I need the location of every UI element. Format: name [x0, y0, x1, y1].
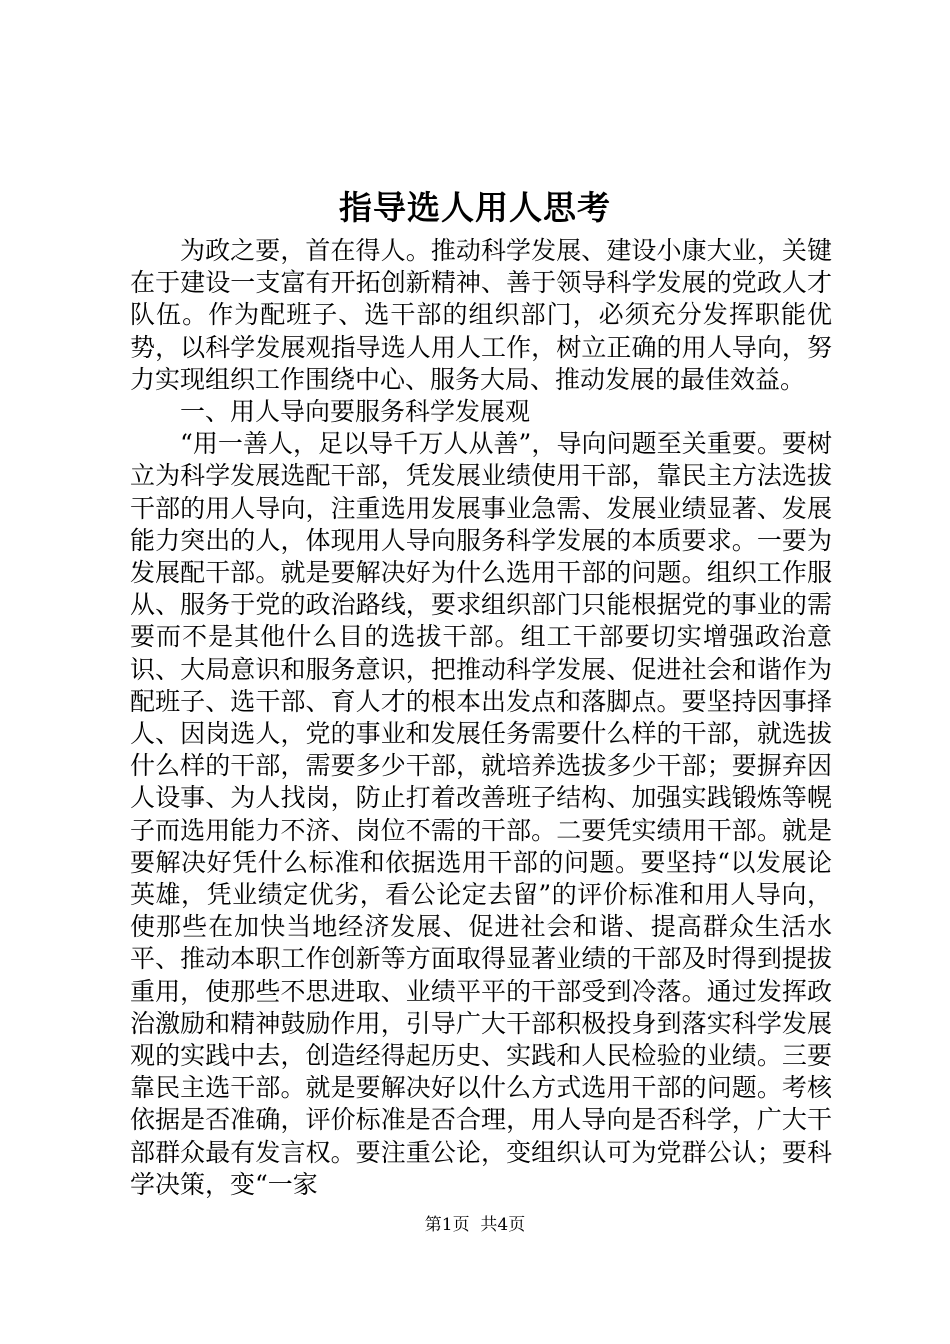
page-footer	[0, 1213, 950, 1237]
page-total: 共4页	[480, 1215, 526, 1235]
section-heading-1: 一、用人导向要服务科学发展观	[180, 397, 531, 427]
page-number: 第1页	[424, 1215, 470, 1235]
paragraph-intro: 为政之要，首在得人。推动科学发展、建设小康大业，关键在于建设一支富有开拓创新精神、善于领导科学发展的党政人才队伍。作为配班子、选干部的组织部门，必须充分发挥职能优势，以科学发展观指导选人用人工作，树立正确的用人导向，努力实现组织工作围绕中心、服务大局、推动发展的最佳效益。	[130, 236, 832, 394]
document-title: 指导选人用人思考	[339, 188, 611, 227]
document-body	[130, 235, 832, 1201]
paragraph-section-1: “用一善人，足以导千万人从善”，导向问题至关重要。要树立为科学发展选配干部，凭发展业绩使用干部，靠民主方法选拔干部的用人导向，注重选用发展事业急需、发展业绩显著、发展能力突出的人，体现用人导向服务科学发展的本质要求。一要为发展配干部。就是要解决好为什么选用干部的问题。组织工作服从、服务于党的政治路线，要求组织部门只能根据党的事业的需要而不是其他什么目的选拔干部。组工干部要切实增强政治意识、大局意识和服务意识，把推动科学发展、促进社会和谐作为配班子、选干部、育人才的根本出发点和落脚点。要坚持因事择人、因岗选人，党的事业和发展任务需要什么样的干部，就选拔什么样的干部，需要多少干部，就培养选拔多少干部；要摒弃因人设事、为人找岗，防止打着改善班子结构、加强实践锻炼等幌子而选用能力不济、岗位不需的干部。二要凭实绩用干部。就是要解决好凭什么标准和依据选用干部的问题。要坚持“以发展论英雄，凭业绩定优劣，看公论定去留”的评价标准和用人导向，使那些在加快当地经济发展、促进社会和谐、提高群众生活水平、推动本职工作创新等方面取得显著业绩的干部及时得到提拔重用，使那些不思进取、业绩平平的干部受到冷落。通过发挥政治激励和精神鼓励作用，引导广大干部积极投身到落实科学发展观的实践中去，创造经得起历史、实践和人民检验的业绩。三要靠民主选干部。就是要解决好以什么方式选用干部的问题。考核依据是否准确，评价标准是否合理，用人导向是否科学，广大干部群众最有发言权。要注重公论，变组织认可为党群公认；要科学决策，变“一家	[130, 429, 832, 1199]
